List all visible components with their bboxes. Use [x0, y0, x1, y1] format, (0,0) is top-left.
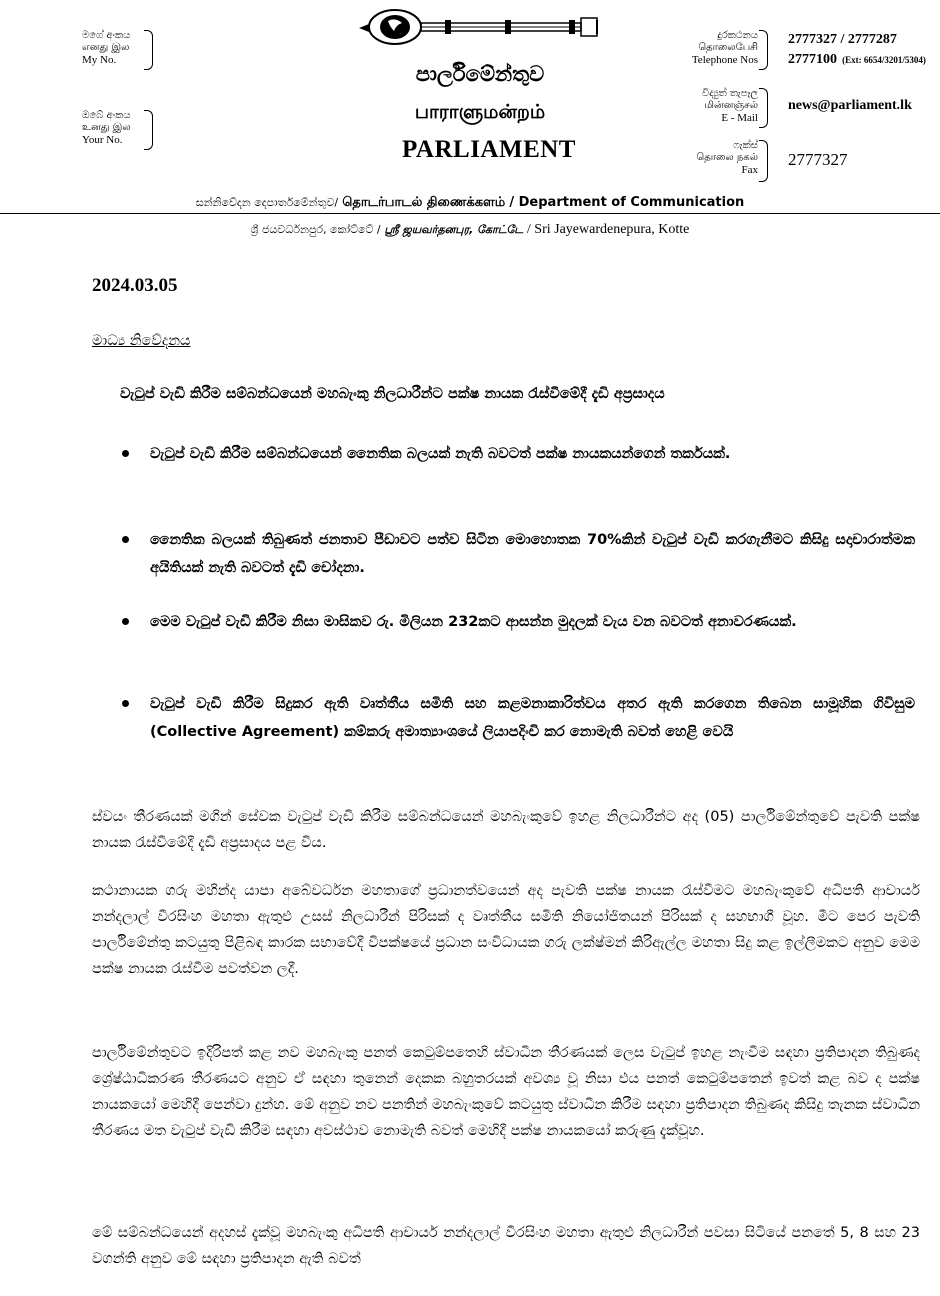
fax-label-ta: தொலை நகல்	[696, 152, 758, 163]
email-label-en: E - Mail	[721, 112, 758, 124]
department-si: සන්නිවේදන දෙපාර්තමේන්තුව/	[195, 196, 339, 209]
my-no-si: මගේ අංකය	[82, 30, 131, 41]
bullet-item	[150, 440, 915, 468]
department-ta: தொடர்பாடல் திணைக்களம்	[342, 195, 506, 210]
headline: වැටුප් වැඩි කිරීම සම්බන්ධයෙන් මහබැංකු නිලධාරීන්ට පක්ෂ නායක රැස්වීමේදී දැඩි අප්‍රසාදය	[120, 386, 665, 402]
paragraph: පාර්ලිමේන්තුවට ඉදිරිපත් කළ නව මහබැංකු පනත් කෙටුම්පතෙහි ස්වාධීන තීරණයක් ලෙස වැටුප් ඉහළ නැංවීම සඳහා ප්‍රතිපාදන තිබුණද ශ්‍රේෂ්ඨාධිකරණ තීරණයට අනුව ඒ සඳහා තුනෙන් දෙකක බහුතරයක් අවශ්‍ය වූ නිසා එය පනත් කෙටුම්පතෙන් ඉවත් කළ බව ද පක්ෂ නායකයෝ මෙහිදී පෙන්වා දුන්හ. මේ අනුව නව පනතින් මහබැංකුවේ කටයුතු ස්වාධීන කිරීම සඳහා ප්‍රතිපාදන තිබුණද කිසිදු තැනක ස්වාධීන තීරණය මත වැටුප් වැඩි කිරීම සඳහා අවස්ථාව නොමැති බවත් මෙහිදී පක්ෂ නායකයෝ කරුණු දැක්වූහ.	[92, 1045, 920, 1139]
your-no-brace	[144, 110, 153, 150]
bullet-icon	[122, 618, 129, 625]
address-si: ශ්‍රී ජයවර්ධනපුර, කෝට්ටේ /	[250, 223, 381, 236]
header-divider	[0, 213, 940, 214]
paragraph: මේ සම්බන්ධයෙන් අදහස් දැක්වූ මහබැංකු අධිපති ආචාර්ය නන්දලාල් වීරසිංහ මහතා ඇතුළු නිලධාරීන් පවසා සිටියේ පනතේ 5, 8 සහ 23 වගන්ති අනුව මේ සඳහා ප්‍රතිපාදන ඇති බවත්	[92, 1225, 920, 1267]
my-no-brace	[144, 30, 153, 70]
bullet-text: වැටුප් වැඩි කිරීම සිදුකර ඇති වෘත්තීය සමිති සහ කළමනාකාරිත්වය අතර ඇති කරගෙන තිබෙන සාමූහික ගිවිසුම (Collective Agreement) කම්කරු අමාත්‍යාංශයේ ලියාපදිංචි කර නොමැති බවත් හෙළි වෙයි	[150, 696, 915, 740]
my-no-block	[82, 30, 130, 66]
telephone-label-si: දුරකථනය	[717, 30, 758, 41]
telephone-line-2: 2777100	[788, 52, 837, 67]
your-no-ta: உனது இல	[82, 122, 131, 133]
paragraph: කථානායක ගරු මහින්ද යාපා අබේවර්ධන මහතාගේ ප්‍රධානත්වයෙන් අද පැවති පක්ෂ නායක රැස්වීමට මහබැංකුවේ අධිපති ආචාර්ය නන්දලාල් වීරසිංහ මහතා ඇතුළු උසස් නිලධාරීන් පිරිසක් ද වෘත්තීය සමිති නියෝජිතයන් පිරිසක් ද සහභාගී වූහ. මීට පෙර පැවති පාර්ලිමේන්තු කටයුතු පිළිබඳ කාරක සභාවේදී විපක්ෂයේ ප්‍රධාන සංවිධායක ගරු ලක්ෂ්මන් කිරිඇල්ල මහතා සිදු කළ ඉල්ලීමකට අනුව මෙම පක්ෂ නායක රැස්වීම පවත්වන ලදී.	[92, 883, 920, 977]
telephone-label-ta: தொலைபேசி	[698, 42, 758, 53]
my-no-en: My No.	[82, 54, 117, 66]
parliament-mace-icon	[355, 6, 605, 52]
telephone-brace	[759, 30, 768, 70]
telephone-line-1: 2777327 / 2777287	[788, 32, 897, 47]
email-label-si: විද්‍යුත් තැපෑල	[702, 88, 758, 99]
your-no-si: ඔබේ අංකය	[82, 110, 131, 121]
your-no-block	[82, 110, 131, 146]
department-en: / Department of Communication	[509, 195, 745, 210]
title-tamil: பாராளுமன்றம்	[414, 101, 546, 123]
bullet-icon	[122, 536, 129, 543]
department-line	[0, 195, 940, 211]
bullet-item	[150, 608, 915, 636]
fax-label-en: Fax	[741, 164, 758, 176]
my-no-ta: எனது இல	[82, 42, 130, 53]
telephone-label-en: Telephone Nos	[691, 54, 758, 66]
email-brace	[759, 88, 768, 128]
email-value[interactable]: news@parliament.lk	[788, 98, 912, 113]
release-date: 2024.03.05	[92, 275, 178, 296]
fax-label	[682, 140, 758, 176]
bullet-text: මෙම වැටුප් වැඩි කිරීම නිසා මාසිකව රු. මිලියන 232කට ආසන්න මුදලක් වැය වන බවටත් අනාවරණයක්.	[150, 614, 797, 630]
paragraph: ස්වයං තීරණයක් මගින් සේවක වැටුප් වැඩි කිරීම සම්බන්ධයෙන් මහබැංකුවේ ඉහළ නිලධාරීන්ට අද (05) පාර්ලිමේන්තුවේ පැවති පක්ෂ නායක රැස්වීමේදී දැඩි අප්‍රසාදය පළ විය.	[92, 809, 920, 851]
address-ta: ஸ்ரீ ஜயவர்தனபுர, கோட்டே	[384, 223, 524, 236]
media-release-label: මාධ්‍ය නිවේදනය	[92, 333, 191, 349]
email-label	[668, 88, 758, 124]
title-english: PARLIAMENT	[402, 136, 576, 163]
bullet-text: වැටුප් වැඩි කිරීම සම්බන්ධයෙන් නෛතික බලයක් නැති බවටත් පක්ෂ නායකයන්ගෙන් තර්කයක්.	[150, 446, 731, 462]
address-line	[0, 222, 940, 238]
address-en: / Sri Jayewardenepura, Kotte	[526, 222, 690, 237]
email-label-ta: மின்னஞ்சல்	[704, 100, 758, 111]
telephone-numbers	[788, 32, 926, 68]
telephone-label	[682, 30, 758, 66]
fax-label-si: ෆැක්ස්	[733, 140, 758, 151]
telephone-ext: (Ext: 6654/3201/5304)	[842, 55, 926, 65]
fax-brace	[759, 140, 768, 182]
fax-value: 2777327	[788, 150, 848, 169]
bullet-item	[150, 526, 915, 582]
title-sinhala: පාර්ලිමේන්තුව	[415, 62, 545, 86]
bullet-item	[150, 690, 915, 746]
bullet-icon	[122, 700, 129, 707]
your-no-en: Your No.	[82, 134, 123, 146]
bullet-icon	[122, 450, 129, 457]
bullet-text: නෛතික බලයක් තිබුණත් ජනතාව පීඩාවට පත්ව සිටින මොහොතක 70%කින් වැටුප් වැඩි කරගැනීමට කිසිදු සදාචාරාත්මක අයිතියක් නැති බවටත් දැඩි චෝදනා.	[150, 532, 915, 576]
